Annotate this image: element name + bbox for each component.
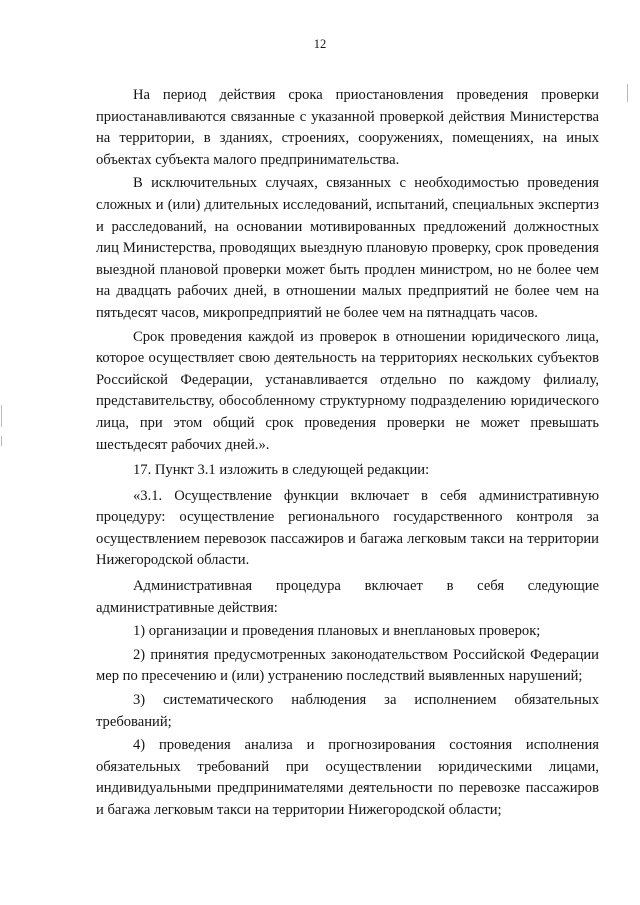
scan-edge-mark <box>1 436 2 446</box>
list-item-4: 4) проведения анализа и прогнозирования состояния исполнения обязательных требований при осуществлении юридическими лицами, индивидуальными предпринимателями деятельности по перевозке пассажиров и багажа легковым такси на территории Нижегородской области; <box>96 737 599 818</box>
scan-edge-mark <box>627 84 628 102</box>
paragraph-clause-3-1: «3.1. Осуществление функции включает в себя административную процедуру: осуществление регионального государственного контроля за осуществлением перевозок пассажиров и багажа легковым такси на территории Нижегородской области. <box>96 487 599 569</box>
page-number: 12 <box>313 37 327 51</box>
list-item-1: 1) организации и проведения плановых и внеплановых проверок; <box>133 623 541 640</box>
paragraph-admin-actions-intro: Административная процедура включает в себя следующие административные действия: <box>96 578 599 616</box>
paragraph-suspension-period: На период действия срока приостановления проведения проверки приостанавливаются связанные с указанной проверкой действия Министерства на территории, в зданиях, строениях, сооружениях, помещениях, на иных объектах субъекта малого предпринимательства. <box>96 87 599 168</box>
list-item-3: 3) систематического наблюдения за исполнением обязательных требований; <box>96 692 599 730</box>
paragraph-item-17: 17. Пункт 3.1 изложить в следующей редакции: <box>133 462 430 479</box>
list-item-2: 2) принятия предусмотренных законодательством Российской Федерации мер по пресечению и (или) устранению последствий выявленных нарушений; <box>96 646 599 685</box>
paragraph-multi-region-inspection: Срок проведения каждой из проверок в отношении юридического лица, которое осуществляет свою деятельность на территориях нескольких субъектов Российской Федерации, устанавливается отдельно по каждому филиалу, представительству, обособленному структурному подразделению юридического лица, при этом общий срок проведения проверки не может превышать шестьдесят рабочих дней.». <box>96 328 599 453</box>
scan-edge-mark <box>1 405 2 427</box>
paragraph-extension-exceptional-cases: В исключительных случаях, связанных с необходимостью проведения сложных и (или) длительных исследований, испытаний, специальных экспертиз и расследований, на основании мотивированных предложений должностных лиц Министерства, проводящих выездную плановую проверку, срок проведения выездной плановой проверки может быть продлен министром, но не более чем на двадцать рабочих дней, в отношении малых предприятий не более чем на пятьдесят часов, микропредприятий не более чем на пятнадцать часов. <box>96 175 599 321</box>
document-body <box>96 85 599 822</box>
